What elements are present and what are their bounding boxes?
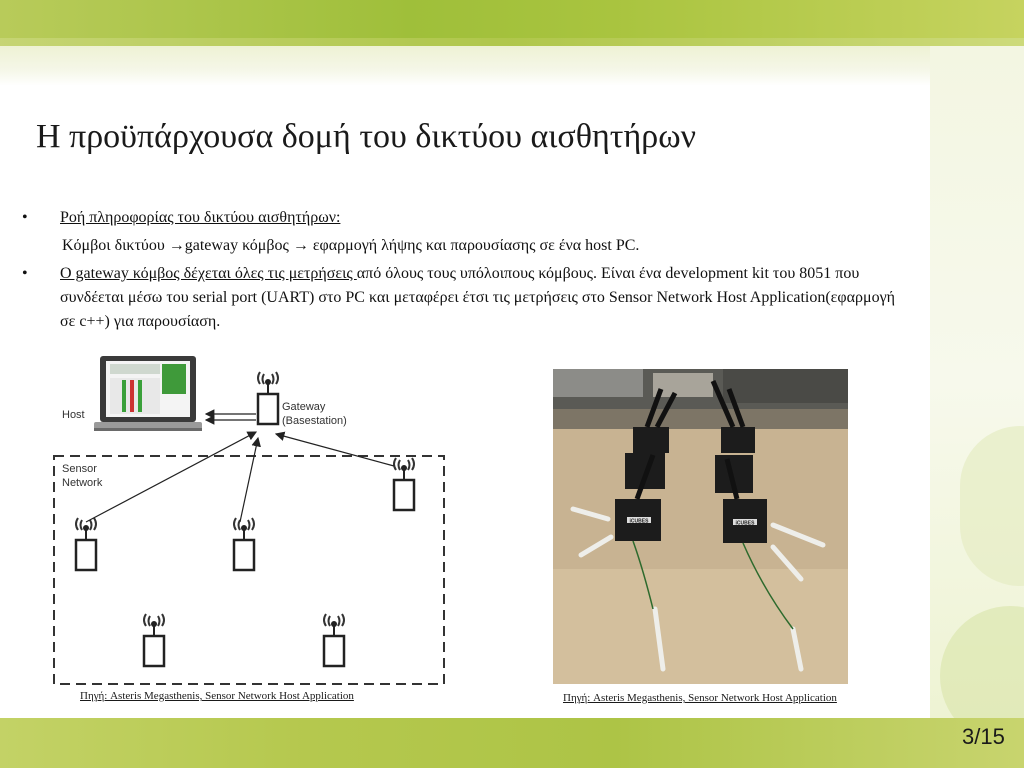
sensor-network-sublabel: Network [62,477,103,489]
photo-source-caption[interactable]: Πηγή: Asteris Megasthenis, Sensor Network Host Application [563,692,837,704]
bullet-1-subline [22,234,902,258]
sensor-to-gateway-arrow [240,438,258,522]
slide-title: Η προϋπάρχουσα δομή του δικτύου αισθητήρων [36,118,696,155]
top-decorative-fade [0,46,1024,86]
bullet-item-2 [22,262,902,334]
page-number: 3/15 [962,724,1005,749]
bullet-item-1 [22,206,902,230]
top-decorative-band [0,0,1024,46]
right-decorative-panel [930,46,1024,718]
sensor-node-icon [76,518,96,570]
decorative-shape [960,426,1024,586]
bottom-decorative-band [0,718,1024,768]
diagram-source-caption[interactable]: Πηγή: Asteris Megasthenis, Sensor Network Host Application [80,690,354,702]
gateway-sublabel: (Basestation) [282,415,347,427]
bullet-marker: • [22,265,28,282]
sensor-network-diagram [50,350,460,695]
gateway-node-icon [258,372,278,424]
gateway-label: Gateway [282,401,326,413]
icubes-box-label: iCUBES [629,518,649,525]
sensor-node-icon [324,614,344,666]
bullet-1-flow-text: Κόμβοι δικτύου →gateway κόμβος → εφαρμογή λήψης και παρουσίασης σε ένα host PC. [62,237,640,254]
sensor-to-gateway-arrow [86,432,256,522]
bullet-marker: • [22,209,28,226]
sensor-to-gateway-arrow [276,434,394,466]
bullet-2-text: από όλους τους υπόλοιπους κόμβους. Είναι ένα development kit του 8051 που συνδέεται μέσω του serial port (UART) στο PC και μεταφέρει έτσι τις μετρήσεις στο Sensor Network Host Application(εφαρμογή σε c++) για παρουσίαση. [60,265,896,330]
icubes-box-label: iCUBES [735,520,755,527]
bullet-2-underlined-text: Ο gateway κόμβος δέχεται όλες τις μετρήσεις [60,265,357,282]
bullet-1-heading: Ροή πληροφορίας του δικτύου αισθητήρων: [60,209,341,226]
host-label: Host [62,409,85,421]
bullet-list [22,206,902,334]
sensor-node-icon [394,458,414,510]
sensor-node-icon [144,614,164,666]
sensor-network-label: Sensor [62,463,97,475]
hardware-photo [553,369,848,684]
laptop-host-icon [94,356,202,431]
sensor-node-icon [234,518,254,570]
